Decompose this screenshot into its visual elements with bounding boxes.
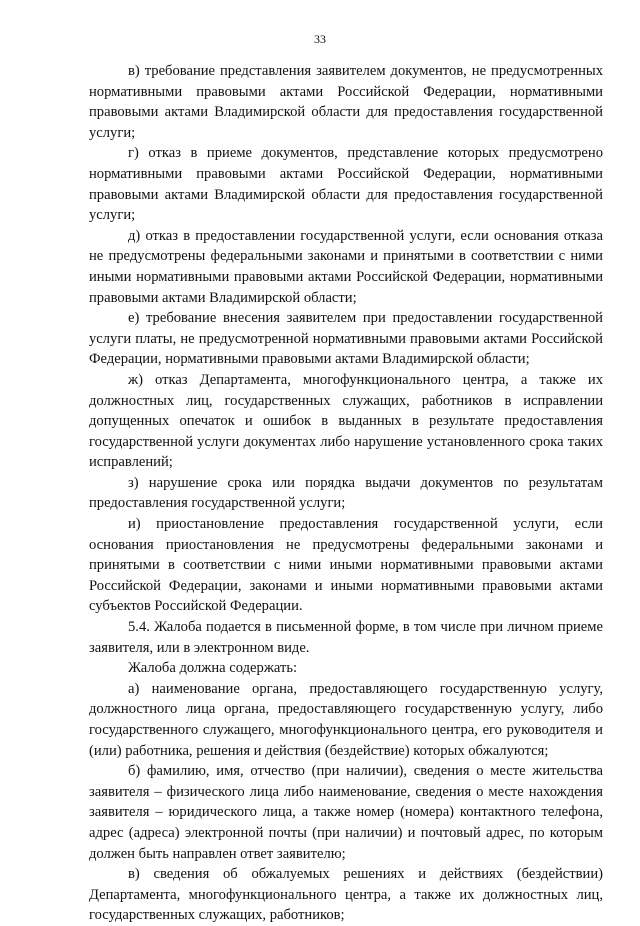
paragraph-v-appealed-decisions: в) сведения об обжалуемых решениях и действиях (бездействии) Департамента, многофункционального центра, а также их должностных лиц, государственных служащих, работников; <box>89 866 603 924</box>
paragraph-i-suspension: и) приостановление предоставления государственной услуги, если основания приостановления не предусмотрены федеральными законами и принятыми в соответствии с ними иными нормативными правовыми актами Российской Федерации, законами и иными нормативными правовыми актами субъектов Российской Федерации. <box>89 516 603 615</box>
paragraph-e-fee-demand: е) требование внесения заявителем при предоставлении государственной услуги платы, не предусмотренной нормативными правовыми актами Российской Федерации, нормативными правовыми актами Владимирской области; <box>89 310 603 368</box>
paragraph-zh-correction-refusal: ж) отказ Департамента, многофункционального центра, а также их должностных лиц, государственных служащих, работников в исправлении допущенных опечаток и ошибок в выданных в результате предоставления государственной услуги документах либо нарушение установленного срока таких исправлений; <box>89 371 603 471</box>
paragraph-d-refusal-service: д) отказ в предоставлении государственной услуги, если основания отказа не предусмотрены федеральными законами и принятыми в соответствии с ними иными нормативными правовыми актами Российской Федерации, нормативными правовыми актами Владимирской области; <box>89 227 603 306</box>
document-body <box>89 61 603 926</box>
paragraph-v-extra-documents: в) требование представления заявителем документов, не предусмотренных нормативными правовыми актами Российской Федерации, нормативными правовыми актами Владимирской области для предоставления государственной услуги; <box>89 63 603 141</box>
paragraph-b-applicant-details: б) фамилию, имя, отчество (при наличии), сведения о месте жительства заявителя – физического лица либо наименование, сведения о месте нахождения заявителя – юридического лица, а также номер (номера) контактного телефона, адрес (адреса) электронной почты (при наличии) и почтовый адрес, по которым должен быть направлен ответ заявителю; <box>89 763 603 862</box>
page-number: 33 <box>314 32 326 46</box>
paragraph-g-refusal-acceptance: г) отказ в приеме документов, представление которых предусмотрено нормативными правовыми актами Российской Федерации, нормативными правовыми актами Владимирской области для предоставления государственной услуги; <box>89 145 603 224</box>
paragraph-a-authority-name: а) наименование органа, предоставляющего государственную услугу, должностного лица органа, предоставляющего государственную услугу, либо государственного служащего, многофункционального центра, его руководителя и (или) работника, решения и действия (бездействие) которых обжалуются; <box>89 680 603 759</box>
paragraph-z-deadline-violation: з) нарушение срока или порядка выдачи документов по результатам предоставления государственной услуги; <box>89 474 603 512</box>
paragraph-complaint-contents: Жалоба должна содержать: <box>128 660 298 677</box>
paragraph-5-4-complaint-form: 5.4. Жалоба подается в письменной форме, в том числе при личном приеме заявителя, или в электронном виде. <box>89 619 603 656</box>
